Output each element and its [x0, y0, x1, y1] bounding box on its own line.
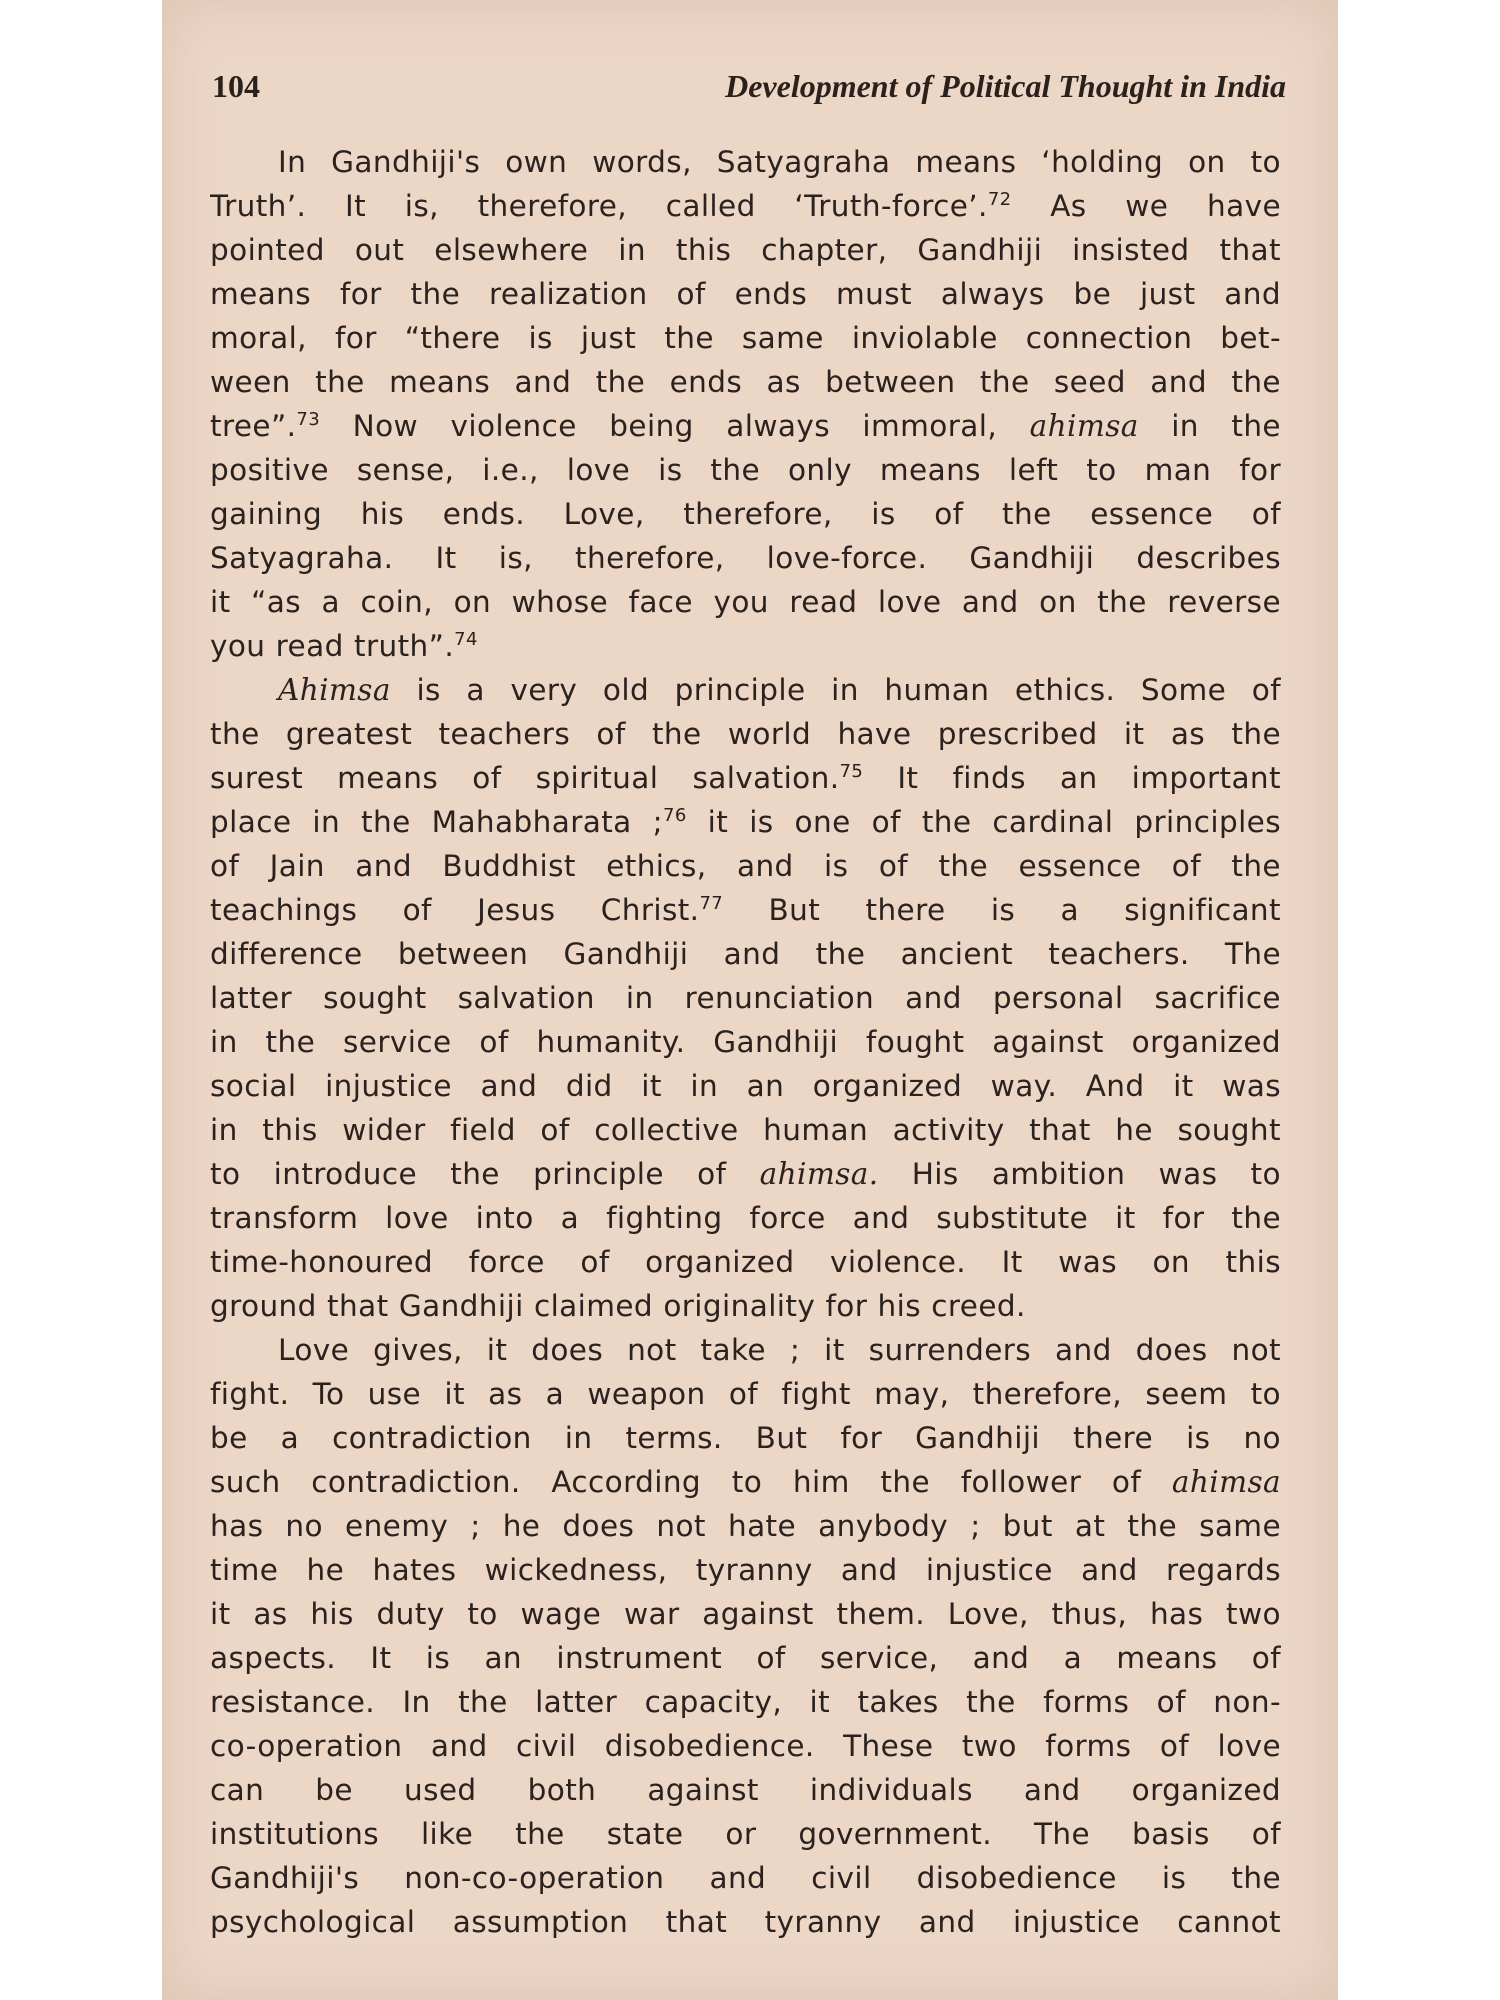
text-run: latter sought salvation in renunciation and personal sacrifice: [210, 981, 1281, 1015]
text-run: co-operation and civil disobedience. These two forms of love: [210, 1729, 1281, 1763]
text-run: ween the means and the ends as between the seed and the: [210, 365, 1281, 399]
text-run: be a contradiction in terms. But for Gandhiji there is no: [210, 1421, 1281, 1455]
text-run: Love gives, it does not take ; it surrenders and does not: [278, 1333, 1281, 1367]
text-line: [210, 932, 1281, 976]
text-run: can be used both against individuals and organized: [210, 1773, 1281, 1807]
text-run: such contradiction. According to him the follower of: [210, 1465, 1172, 1499]
text-run: in this wider field of collective human activity that he sought: [210, 1113, 1281, 1147]
footnote-reference: 76: [662, 805, 687, 826]
text-line: [210, 800, 1281, 844]
text-line: [210, 1328, 1281, 1372]
text-run: has no enemy ; he does not hate anybody ; but at the same: [210, 1509, 1281, 1543]
text-line: [210, 1768, 1281, 1812]
body-text: [210, 140, 1281, 1944]
text-line: [210, 360, 1281, 404]
text-run: tree”.: [210, 409, 297, 443]
running-title: Development of Political Thought in India: [725, 68, 1286, 104]
text-run: it as his duty to wage war against them. Love, thus, has two: [210, 1597, 1281, 1631]
text-run: fight. To use it as a weapon of fight may, therefore, seem to: [210, 1377, 1281, 1411]
text-line: [210, 976, 1281, 1020]
page-number: 104: [212, 68, 260, 104]
text-line: [210, 184, 1281, 228]
text-run: ground that Gandhiji claimed originality for his creed.: [210, 1289, 1026, 1323]
text-line: [210, 228, 1281, 272]
text-run: you read truth”.: [210, 629, 455, 663]
italic-term: ahimsa: [1029, 409, 1139, 443]
text-line: [210, 580, 1281, 624]
text-line: [210, 1196, 1281, 1240]
text-run: transform love into a fighting force and substitute it for the: [210, 1201, 1281, 1235]
text-line: [210, 712, 1281, 756]
footnote-reference: 73: [296, 409, 321, 430]
text-run: it is one of the cardinal principles: [686, 805, 1281, 839]
footnote-reference: 75: [839, 761, 864, 782]
text-line: [210, 888, 1281, 932]
text-line: [210, 1548, 1281, 1592]
text-run: resistance. In the latter capacity, it takes the forms of non-: [210, 1685, 1281, 1719]
text-run: psychological assumption that tyranny and injustice cannot: [210, 1905, 1281, 1939]
text-run: Satyagraha. It is, therefore, love-force. Gandhiji describes: [210, 541, 1281, 575]
text-line: [210, 1108, 1281, 1152]
text-run: As we have: [1011, 189, 1281, 223]
text-run: institutions like the state or government. The basis of: [210, 1817, 1281, 1851]
text-line: [210, 844, 1281, 888]
text-run: time-honoured force of organized violence. It was on this: [210, 1245, 1281, 1279]
text-line: [210, 1064, 1281, 1108]
text-line: [210, 272, 1281, 316]
text-run: the greatest teachers of the world have prescribed it as the: [210, 717, 1281, 751]
text-line: [210, 140, 1281, 184]
text-run: teachings of Jesus Christ.: [210, 893, 700, 927]
text-line: [210, 1460, 1281, 1504]
text-line: [210, 1504, 1281, 1548]
text-line: [210, 1416, 1281, 1460]
text-line: [210, 1240, 1281, 1284]
text-run: positive sense, i.e., love is the only means left to man for: [210, 453, 1281, 487]
text-run: Truth’. It is, therefore, called ‘Truth-force’.: [210, 189, 988, 223]
text-line: [210, 404, 1281, 448]
text-run: to introduce the principle of: [210, 1157, 760, 1191]
text-run: social injustice and did it in an organized way. And it was: [210, 1069, 1281, 1103]
text-line: [210, 756, 1281, 800]
text-run: in the: [1138, 409, 1281, 443]
text-line: [210, 668, 1281, 712]
text-line: [210, 1020, 1281, 1064]
text-run: difference between Gandhiji and the ancient teachers. The: [210, 937, 1281, 971]
text-run: In Gandhiji's own words, Satyagraha means ‘holding on to: [278, 145, 1281, 179]
text-line: [210, 1284, 1281, 1328]
text-run: Now violence being always immoral,: [320, 409, 1030, 443]
text-line: [210, 1592, 1281, 1636]
text-run: pointed out elsewhere in this chapter, Gandhiji insisted that: [210, 233, 1281, 267]
footnote-reference: 72: [987, 189, 1012, 210]
book-page: [162, 0, 1338, 2000]
text-run: surest means of spiritual salvation.: [210, 761, 840, 795]
footnote-reference: 77: [699, 893, 724, 914]
text-run: in the service of humanity. Gandhiji fought against organized: [210, 1025, 1281, 1059]
text-run: is a very old principle in human ethics. Some of: [390, 673, 1281, 707]
text-run: gaining his ends. Love, therefore, is of the essence of: [210, 497, 1281, 531]
text-run: His ambition was to: [878, 1157, 1281, 1191]
text-run: time he hates wickedness, tyranny and injustice and regards: [210, 1553, 1281, 1587]
text-line: [210, 1856, 1281, 1900]
page-header: [212, 68, 1286, 112]
text-line: [210, 1900, 1281, 1944]
text-line: [210, 624, 1281, 668]
text-run: Gandhiji's non-co-operation and civil disobedience is the: [210, 1861, 1281, 1895]
text-run: moral, for “there is just the same inviolable connection bet-: [210, 321, 1281, 355]
italic-term: ahimsa: [1171, 1465, 1281, 1499]
text-run: of Jain and Buddhist ethics, and is of the essence of the: [210, 849, 1281, 883]
text-line: [210, 1812, 1281, 1856]
text-line: [210, 1152, 1281, 1196]
footnote-reference: 74: [454, 629, 478, 650]
text-line: [210, 1724, 1281, 1768]
text-run: But there is a significant: [723, 893, 1281, 927]
text-run: means for the realization of ends must always be just and: [210, 277, 1281, 311]
text-line: [210, 492, 1281, 536]
text-run: place in the Mahabharata ;: [210, 805, 663, 839]
italic-term: Ahimsa: [278, 673, 391, 707]
text-run: It finds an important: [863, 761, 1281, 795]
italic-term: ahimsa.: [759, 1157, 879, 1191]
text-run: aspects. It is an instrument of service, and a means of: [210, 1641, 1281, 1675]
text-line: [210, 316, 1281, 360]
text-line: [210, 1636, 1281, 1680]
text-line: [210, 1372, 1281, 1416]
text-line: [210, 536, 1281, 580]
text-run: it “as a coin, on whose face you read love and on the reverse: [210, 585, 1281, 619]
text-line: [210, 448, 1281, 492]
text-line: [210, 1680, 1281, 1724]
